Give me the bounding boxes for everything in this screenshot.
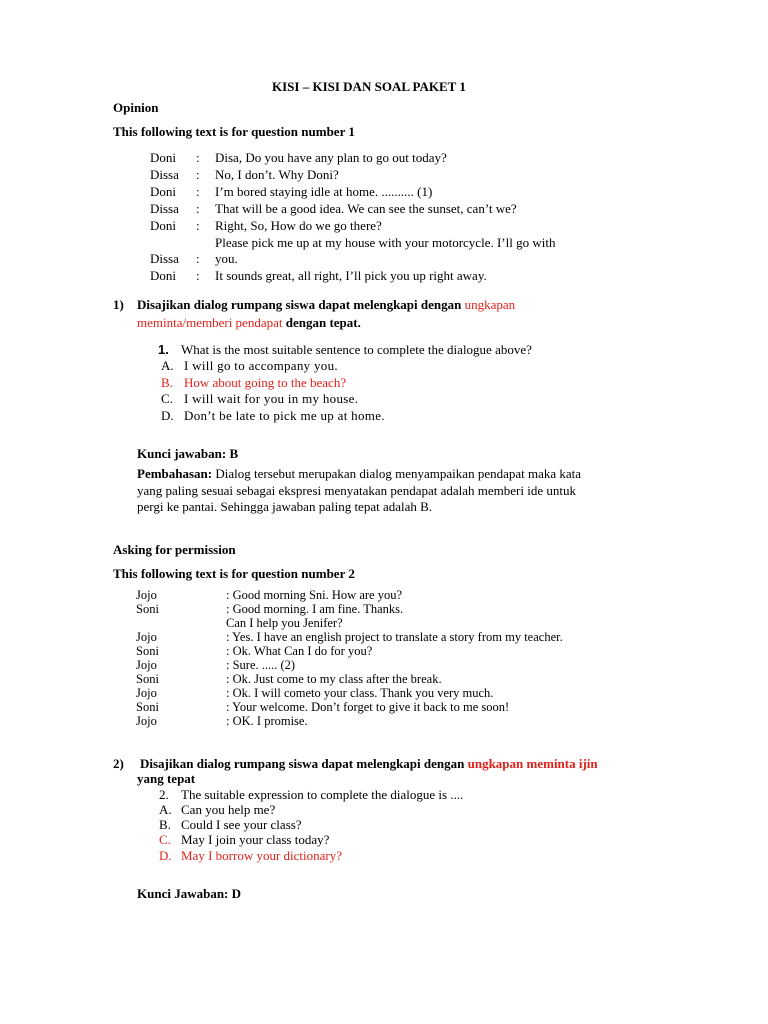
option-letter: A. (159, 802, 172, 817)
section-intro: This following text is for question number 2 (113, 566, 355, 581)
dialog-speaker: Dissa (150, 167, 179, 182)
answer-key-2: Kunci Jawaban: D (137, 886, 242, 901)
dialog-speaker: Doni (150, 218, 176, 233)
dialog-text: : Ok. What Can I do for you? (226, 644, 373, 658)
discussion-line-2: yang paling sesuai sebagai ekspresi menyatakan pendapat adalah memberi ide untuk (137, 483, 576, 498)
dialog-speaker: Doni (150, 150, 176, 165)
indicator-line-2 (137, 316, 361, 329)
indicator-line-2: yang tepat (137, 771, 196, 786)
option-letter: A. (161, 358, 174, 373)
option-text: How about going to the beach? (184, 375, 347, 390)
question-number: 2. (159, 787, 169, 802)
discussion-line-3: pergi ke pantai. Sehingga jawaban paling tepat adalah B. (137, 499, 433, 514)
indicator-number: 1) (113, 297, 124, 312)
dialog-speaker: Jojo (136, 714, 157, 728)
dialog-colon: : (196, 218, 200, 233)
option-letter: C. (159, 832, 171, 847)
dialog-speaker: Doni (150, 184, 176, 199)
dialog-text: No, I don’t. Why Doni? (215, 167, 339, 182)
section-intro: This following text is for question number 1 (113, 124, 355, 139)
option-letter: D. (161, 408, 174, 423)
question-text: The suitable expression to complete the dialogue is .... (181, 787, 464, 802)
dialog-colon: : (196, 184, 200, 199)
dialog-text: : Ok. Just come to my class after the break. (226, 672, 442, 686)
option-text: May I join your class today? (181, 832, 330, 847)
dialog-speaker: Doni (150, 268, 176, 283)
dialog-text: : Yes. I have an english project to translate a story from my teacher. (226, 630, 563, 644)
dialog-speaker: Soni (136, 672, 159, 686)
dialog-text: : Your welcome. Don’t forget to give it back to me soon! (226, 700, 510, 714)
indicator-number: 2) (113, 756, 124, 771)
option-text: I will wait for you in my house. (184, 391, 359, 406)
dialog-text: : Good morning. I am fine. Thanks. (226, 602, 404, 616)
indicator-line-1 (137, 298, 515, 311)
dialog-text: : Sure. ..... (2) (226, 658, 296, 672)
dialog-text: you. (215, 251, 238, 266)
dialog-text: I’m bored staying idle at home. .......... (1) (215, 184, 433, 199)
dialog-speaker: Dissa (150, 251, 179, 266)
discussion-text: Dialog tersebut merupakan dialog menyampaikan pendapat maka kata (212, 466, 582, 481)
dialog-speaker: Dissa (150, 201, 179, 216)
indicator-text: dengan tepat. (282, 315, 361, 330)
discussion-line-1 (137, 467, 581, 480)
dialog-speaker: Jojo (136, 630, 157, 644)
option-letter: B. (159, 817, 171, 832)
dialog-text: : Ok. I will cometo your class. Thank you very much. (226, 686, 494, 700)
dialog-speaker: Soni (136, 602, 159, 616)
dialog-speaker: Jojo (136, 686, 157, 700)
option-text: Could I see your class? (181, 817, 302, 832)
indicator-line-1 (140, 757, 598, 770)
dialog-colon: : (196, 268, 200, 283)
indicator-highlight: ungkapan (464, 297, 516, 312)
option-text: Can you help me? (181, 802, 276, 817)
dialog-text: : OK. I promise. (226, 714, 308, 728)
option-text: I will go to accompany you. (184, 358, 338, 373)
dialog-text: Disa, Do you have any plan to go out today? (215, 150, 447, 165)
dialog-text: Can I help you Jenifer? (226, 616, 343, 630)
indicator-highlight: ungkapan meminta ijin (467, 756, 598, 771)
option-letter: D. (159, 848, 172, 863)
dialog-text: That will be a good idea. We can see the sunset, can’t we? (215, 201, 517, 216)
section-heading-permission: Asking for permission (113, 542, 236, 557)
document-title: KISI – KISI DAN SOAL PAKET 1 (272, 79, 466, 94)
dialog-colon: : (196, 167, 200, 182)
option-text: May I borrow your dictionary? (181, 848, 343, 863)
indicator-highlight: meminta/memberi pendapat (137, 315, 283, 330)
dialog-colon: : (196, 201, 200, 216)
option-text: Don’t be late to pick me up at home. (184, 408, 385, 423)
indicator-text: Disajikan dialog rumpang siswa dapat melengkapi dengan (140, 756, 468, 771)
question-number: 1. (158, 342, 169, 357)
dialog-text: Right, So, How do we go there? (215, 218, 382, 233)
dialog-speaker: Soni (136, 644, 159, 658)
dialog-colon: : (196, 150, 200, 165)
dialog-text: Please pick me up at my house with your motorcycle. I’ll go with (215, 235, 556, 250)
dialog-speaker: Soni (136, 700, 159, 714)
question-text: What is the most suitable sentence to complete the dialogue above? (181, 342, 532, 357)
dialog-text: : Good morning Sni. How are you? (226, 588, 403, 602)
dialog-text: It sounds great, all right, I’ll pick you up right away. (215, 268, 487, 283)
option-letter: B. (161, 375, 173, 390)
dialog-speaker: Jojo (136, 658, 157, 672)
answer-key-1: Kunci jawaban: B (137, 446, 239, 461)
option-letter: C. (161, 391, 173, 406)
dialog-colon: : (196, 251, 200, 266)
discussion-label: Pembahasan: (137, 466, 213, 481)
section-heading-opinion: Opinion (113, 100, 159, 115)
dialog-speaker: Jojo (136, 588, 157, 602)
indicator-text: Disajikan dialog rumpang siswa dapat melengkapi dengan (137, 297, 465, 312)
